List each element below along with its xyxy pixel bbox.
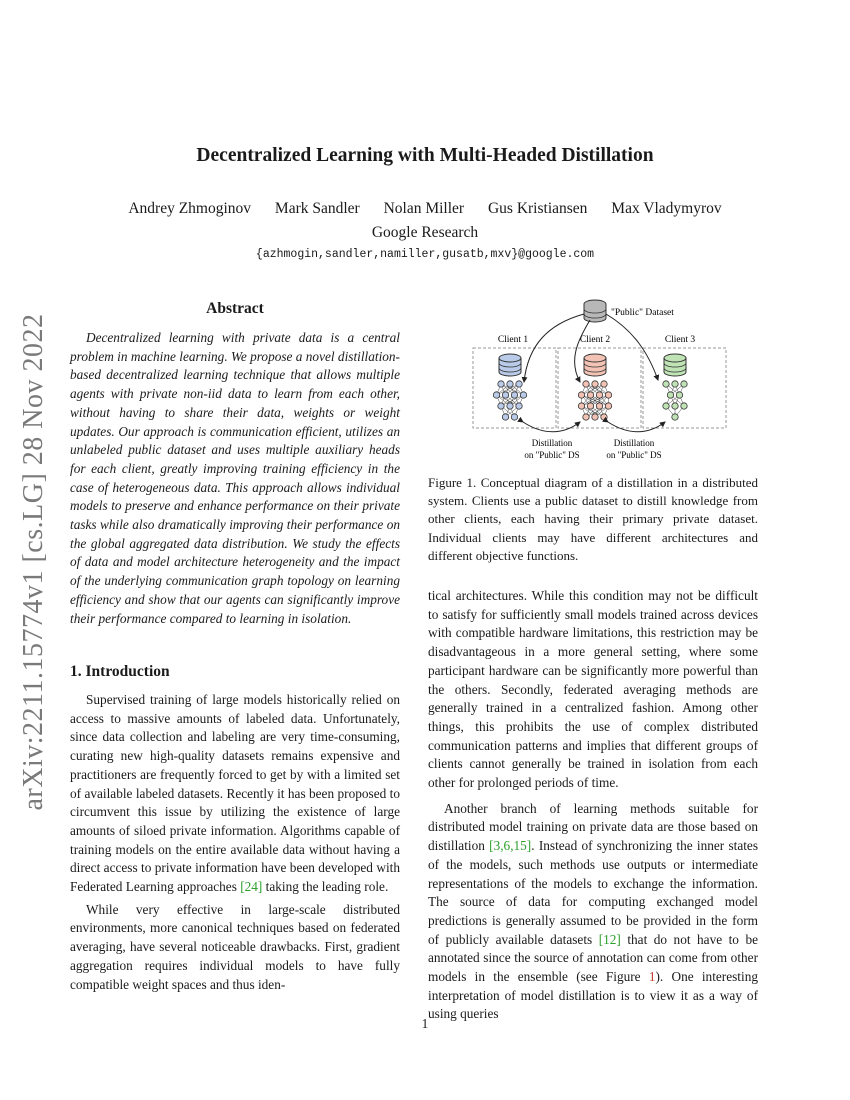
paper-title: Decentralized Learning with Multi-Headed Distillation: [196, 145, 654, 166]
intro-heading: 1. Introduction: [70, 663, 170, 680]
distill-label-2-line1: Distillation: [613, 438, 655, 448]
client-3-label: Client 3: [664, 335, 696, 345]
network-node: [681, 381, 687, 387]
citation-link[interactable]: [24]: [240, 879, 263, 895]
right-paragraph-2: Another branch of learning methods suitable for distributed model training on private data are those based on distillation [3,6,15]. Instead of synchronizing the inner states of the models, such methods use outputs or intermediate representations of the models to exchange the information. The source of data for computing exchanged model predictions is generally assumed to be provided in the form of publicly available datasets [12] that do not have to be annotated since the source of annotation can come from other models in the ensemble (see Figure 1). One interesting interpretation of model distillation is to view it as a way of using queries: [428, 800, 758, 1022]
network-node: [681, 403, 687, 409]
client-1-network-icon: [493, 381, 526, 420]
author: Gus Kristiansen: [487, 200, 588, 217]
client-3-dataset-icon: [664, 354, 686, 376]
author-email: {azhmogin,sandler,namiller,gusatb,mxv}@google.com: [255, 248, 595, 261]
network-node: [587, 392, 593, 398]
author: Max Vladymyrov: [611, 200, 722, 217]
network-node: [511, 414, 517, 420]
network-node: [587, 403, 593, 409]
abstract-text: Decentralized learning with private data is a central problem in machine learning. We propose a novel distillation-based decentralized learning technique that allows multiple agents with private non-iid data to learn from each other, without having to share their data, weights or weight updates. Our approach is communication efficient, utilizes an unlabeled public dataset and uses multiple auxiliary heads for each client, greatly improving training efficiency in the case of heterogeneous data. This approach allows individual models to preserve and enhance performance on their private tasks while also dramatically improving their performance on the global aggregated data distribution. We study the effects of data and model architecture heterogeneity and the impact of the underlying communication graph topology on learning efficiency and show that our agents can significantly improve their performance compared to learning in isolation.: [70, 330, 400, 626]
affiliation: Google Research: [371, 224, 479, 241]
network-node: [601, 381, 607, 387]
distill-label-1-line1: Distillation: [531, 438, 573, 448]
author: Nolan Miller: [383, 200, 465, 217]
network-node: [676, 392, 682, 398]
network-node: [516, 381, 522, 387]
citation-link[interactable]: [12]: [598, 931, 621, 947]
client-1-dataset-icon: [499, 354, 521, 376]
client-2-dataset-icon: [584, 354, 606, 376]
network-node: [605, 392, 611, 398]
public-dataset-label: "Public" Dataset: [611, 308, 674, 318]
author-list: [0, 200, 850, 218]
arxiv-id: arXiv:2211.15774v1 [cs.LG] 28 Nov 2022: [18, 313, 49, 811]
network-node: [507, 381, 513, 387]
network-node: [578, 403, 584, 409]
network-node: [601, 414, 607, 420]
intro-body: [70, 691, 400, 994]
network-node: [672, 414, 678, 420]
network-node: [583, 381, 589, 387]
network-node: [583, 414, 589, 420]
right-paragraph-1: tical architectures. While this condition may not be difficult to satisfy for sufficiently small models trained across devices with compatible hardware limitations, this restriction may be disadvantageous in a more general setting, where some participant hardware can be significantly more powerful than the others. Secondly, federated averaging methods are generally trained in a centralized fashion. Among other things, this prohibits the use of complex distributed communication patterns and implies that different groups of clients cannot generally be trained in isolation from each other for prolonged periods of time.: [428, 588, 758, 791]
network-node: [578, 392, 584, 398]
network-node: [596, 392, 602, 398]
distill-label-1-line2: on "Public" DS: [524, 450, 580, 460]
figure-reference-link[interactable]: 1: [648, 969, 656, 985]
client-3-network-icon: [663, 381, 687, 420]
arrow-public-to-client-3: [606, 314, 658, 380]
network-node: [592, 381, 598, 387]
abstract-heading: Abstract: [206, 300, 264, 317]
network-node: [502, 392, 508, 398]
distill-label-2-line2: on "Public" DS: [606, 450, 662, 460]
network-node: [520, 392, 526, 398]
figure-1-diagram: [468, 290, 748, 465]
network-node: [605, 403, 611, 409]
network-node: [498, 381, 504, 387]
network-node: [663, 403, 669, 409]
network-node: [516, 403, 522, 409]
network-node: [493, 392, 499, 398]
citation-link[interactable]: [3,6,15]: [489, 838, 532, 854]
author: Andrey Zhmoginov: [128, 200, 252, 217]
network-node: [502, 414, 508, 420]
intro-paragraph-1: Supervised training of large models historically relied on access to massive amounts of labeled data. Unfortunately, since data collection and labeling are very time-consuming, curating new high-quality datasets remains expensive and practitioners are frequently forced to get by with a limited set of available labeled datasets. Recently it has been proposed to circumvent this issue by utilizing the existence of large amounts of siloed private information. Algorithms capable of training models on the entire available data without having a direct access to private information have been developed with Federated Learning approaches [24] taking the leading role.: [70, 692, 400, 895]
network-node: [507, 403, 513, 409]
network-node: [667, 392, 673, 398]
distill-arrow-2-3: [608, 422, 665, 432]
arxiv-watermark: [12, 287, 56, 837]
network-node: [592, 414, 598, 420]
distill-arrow-1-2: [523, 422, 580, 432]
intro-paragraph-2: While very effective in large-scale distributed environments, more canonical techniques based on federated averaging, have several noticeable drawbacks. First, gradient aggregation requires individual models to have fully compatible weight spaces and thus iden-: [70, 901, 400, 992]
public-dataset-icon: [584, 300, 606, 322]
network-node: [498, 403, 504, 409]
network-node: [596, 403, 602, 409]
page-number: 1: [421, 1016, 429, 1031]
client-2-label: Client 2: [579, 335, 611, 345]
figure-1-caption: Figure 1. Conceptual diagram of a distillation in a distributed system. Clients use a public dataset to distill knowledge from other clients, each having their primary private dataset. Individual clients may have different architectures and different objective functions.: [428, 475, 758, 563]
network-node: [672, 381, 678, 387]
network-node: [663, 381, 669, 387]
network-node: [511, 392, 517, 398]
client-1-label: Client 1: [497, 335, 529, 345]
author: Mark Sandler: [274, 200, 360, 217]
right-column-body: [428, 587, 758, 1024]
client-2-network-icon: [578, 381, 611, 420]
network-node: [672, 403, 678, 409]
